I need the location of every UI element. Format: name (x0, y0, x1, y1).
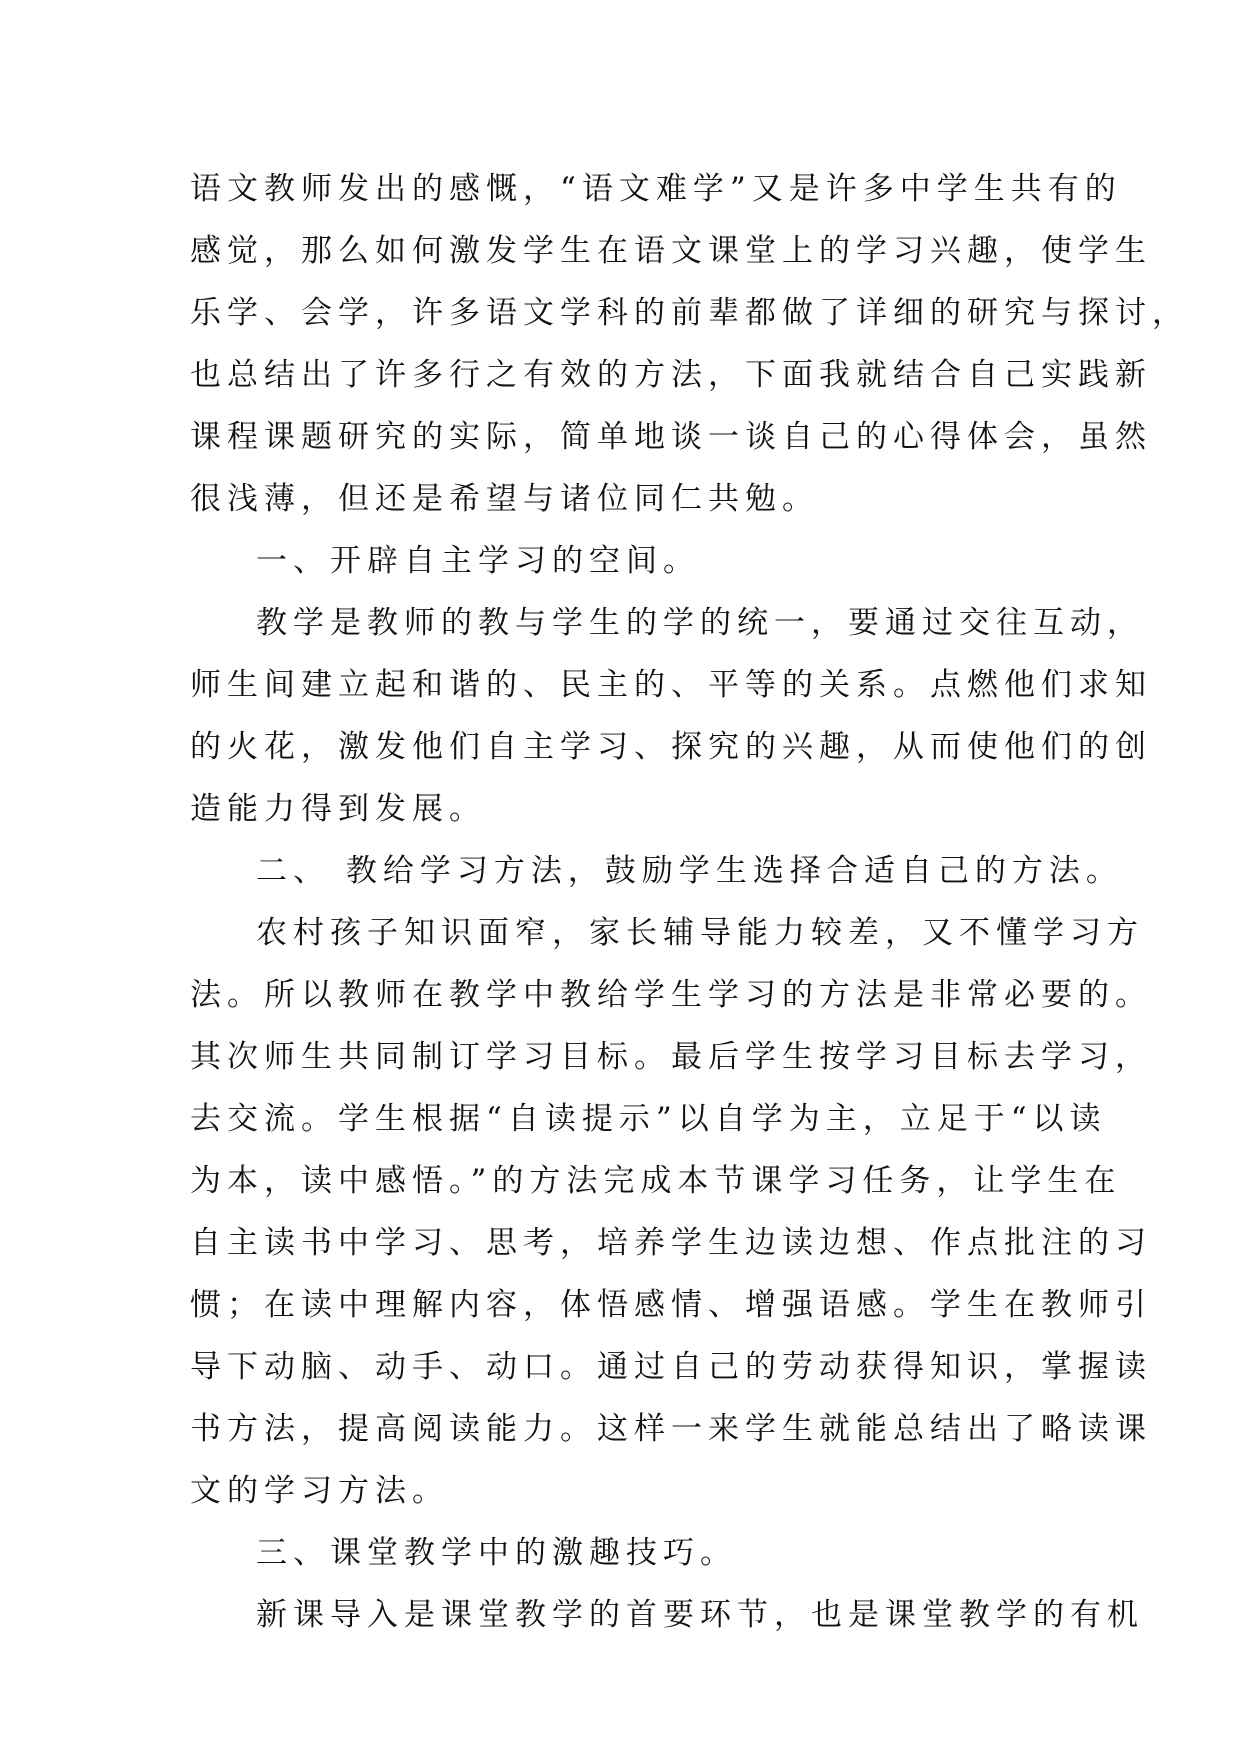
text-line: 造能力得到发展。 (190, 791, 486, 827)
text-line: 也总结出了许多行之有效的方法，下面我就结合自己实践新 (190, 357, 1152, 393)
text-line: 农村孩子知识面窄，家长辅导能力较差，又不懂学习方 (256, 915, 1144, 951)
text-line: 师生间建立起和谐的、民主的、平等的关系。点燃他们求知 (190, 667, 1152, 703)
text-line: 法。所以教师在教学中教给学生学习的方法是非常必要的。 (190, 977, 1152, 1013)
text-line: 的火花，激发他们自主学习、探究的兴趣，从而使他们的创 (190, 729, 1152, 765)
text-line: 惯；在读中理解内容，体悟感情、增强语感。学生在教师引 (190, 1287, 1152, 1323)
text-line: 书方法，提高阅读能力。这样一来学生就能总结出了略读课 (190, 1411, 1152, 1447)
text-line: 自主读书中学习、思考，培养学生边读边想、作点批注的习 (190, 1225, 1152, 1261)
text-line: 新课导入是课堂教学的首要环节，也是课堂教学的有机 (256, 1597, 1144, 1633)
text-line: 导下动脑、动手、动口。通过自己的劳动获得知识，掌握读 (190, 1349, 1152, 1385)
text-line: 课程课题研究的实际，简单地谈一谈自己的心得体会，虽然 (190, 419, 1152, 455)
section-heading-1: 一、开辟自主学习的空间。 (256, 543, 700, 579)
text-line: 为本，读中感悟。”的方法完成本节课学习任务，让学生在 (190, 1163, 1122, 1199)
text-line: 感觉，那么如何激发学生在语文课堂上的学习兴趣，使学生 (190, 233, 1152, 269)
text-line: 很浅薄，但还是希望与诸位同仁共勉。 (190, 481, 819, 517)
text-line: 语文教师发出的感慨，“语文难学”又是许多中学生共有的 (190, 171, 1122, 207)
text-line: 去交流。学生根据“自读提示”以自学为主，立足于“以读 (190, 1101, 1107, 1137)
body-text (190, 158, 1189, 1646)
section-heading-2: 二、 教给学习方法，鼓励学生选择合适自己的方法。 (256, 853, 1123, 889)
text-line: 乐学、会学，许多语文学科的前辈都做了详细的研究与探讨， (190, 295, 1189, 331)
text-line: 教学是教师的教与学生的学的统一，要通过交往互动， (256, 605, 1144, 641)
text-line: 其次师生共同制订学习目标。最后学生按学习目标去学习， (190, 1039, 1152, 1075)
section-heading-3: 三、课堂教学中的激趣技巧。 (256, 1535, 737, 1571)
text-line: 文的学习方法。 (190, 1473, 449, 1509)
